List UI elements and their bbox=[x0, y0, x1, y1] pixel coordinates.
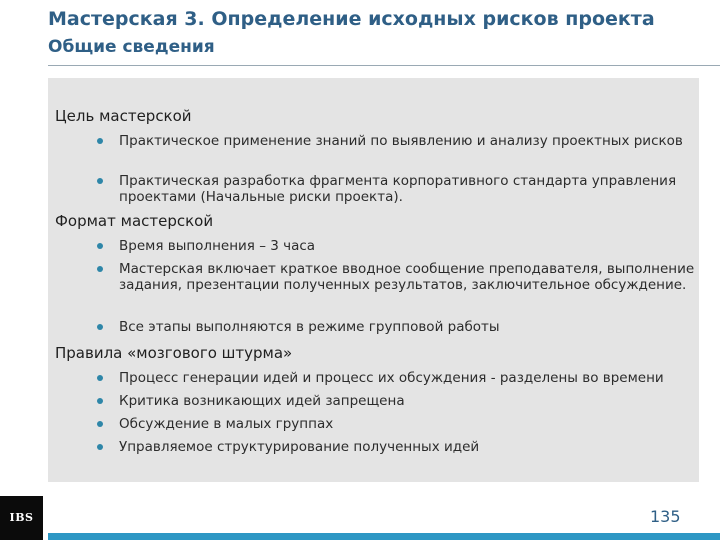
list-item: Обсуждение в малых группах bbox=[119, 416, 334, 432]
bullet-icon bbox=[97, 138, 103, 144]
section-heading-brainstorm-rules: Правила «мозгового штурма» bbox=[55, 344, 293, 362]
list-item: Управляемое структурирование полученных идей bbox=[119, 439, 480, 455]
page-number: 135 bbox=[650, 507, 681, 526]
bullet-icon bbox=[97, 375, 103, 381]
section-heading-goal: Цель мастерской bbox=[55, 107, 192, 125]
footer-bar bbox=[48, 533, 720, 540]
bullet-icon bbox=[97, 398, 103, 404]
bullet-icon bbox=[97, 243, 103, 249]
list-item: Практическая разработка фрагмента корпоративного стандарта управления проектами (Начальные риски проекта). bbox=[119, 173, 677, 205]
bullet-icon bbox=[97, 266, 103, 272]
bullet-icon bbox=[97, 324, 103, 330]
slide-subtitle: Общие сведения bbox=[48, 37, 215, 57]
list-item: Мастерская включает краткое вводное сообщение преподавателя, выполнение задания, презентации полученных результатов, заключительное обсуждение. bbox=[119, 261, 695, 293]
list-item: Практическое применение знаний по выявлению и анализу проектных рисков bbox=[119, 133, 683, 149]
bullet-icon bbox=[97, 421, 103, 427]
ibs-logo: IBS bbox=[0, 496, 43, 540]
list-item: Все этапы выполняются в режиме групповой работы bbox=[119, 319, 500, 335]
bullet-icon bbox=[97, 444, 103, 450]
section-heading-format: Формат мастерской bbox=[55, 212, 214, 230]
list-item: Критика возникающих идей запрещена bbox=[119, 393, 405, 409]
list-item: Процесс генерации идей и процесс их обсуждения - разделены во времени bbox=[119, 370, 664, 386]
header-divider bbox=[48, 65, 720, 66]
slide-title: Мастерская 3. Определение исходных рисков проекта bbox=[48, 8, 655, 30]
list-item: Время выполнения – 3 часа bbox=[119, 238, 316, 254]
bullet-icon bbox=[97, 178, 103, 184]
